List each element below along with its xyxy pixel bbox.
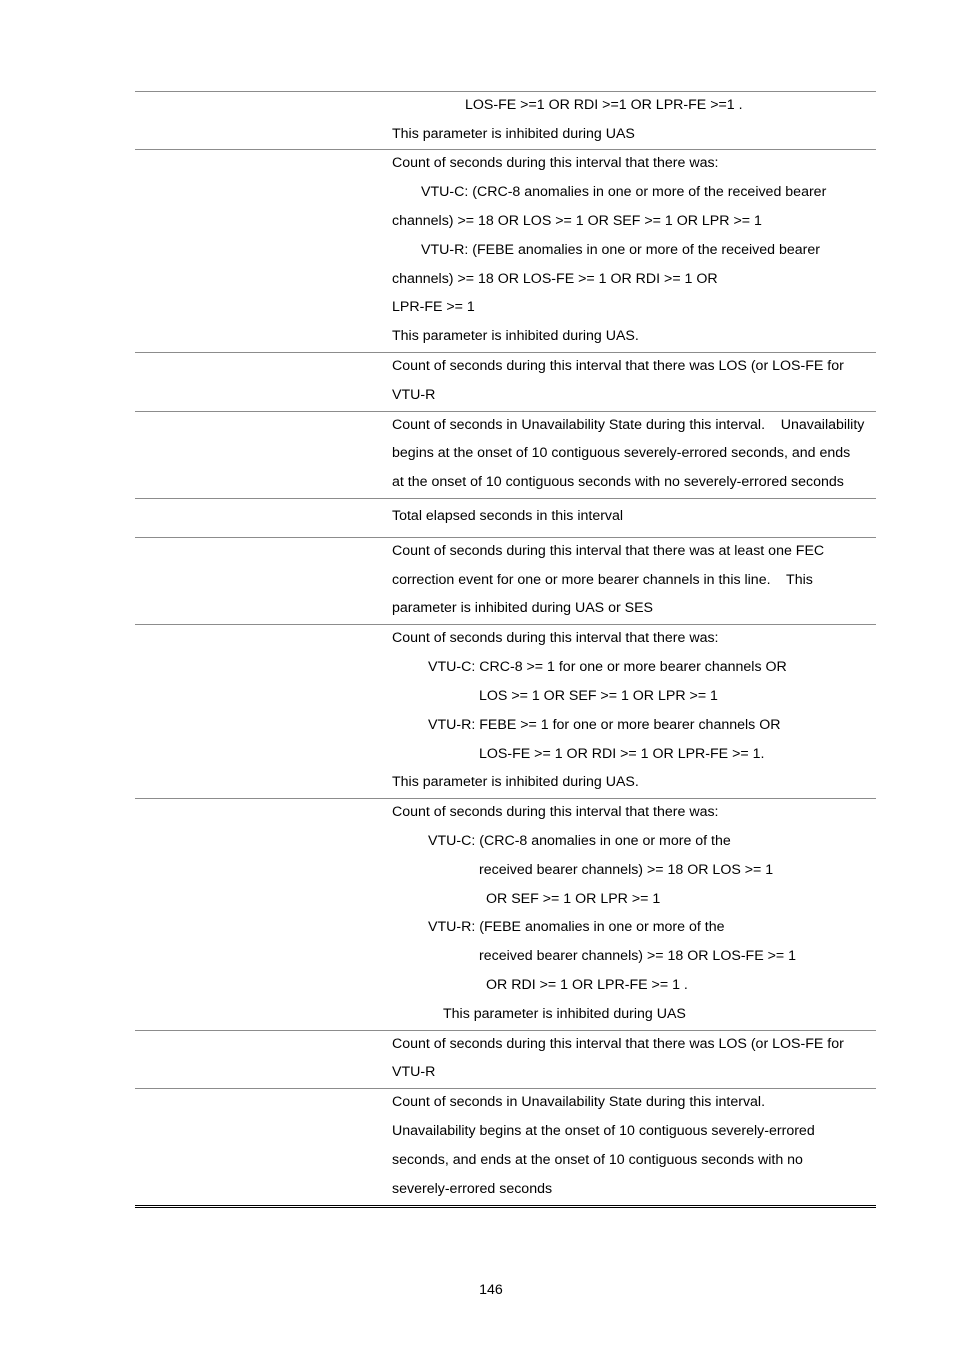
- description-line: received bearer channels) >= 18 OR LOS-FE >= 1: [479, 948, 797, 964]
- description-line: This parameter is inhibited during UAS: [443, 1006, 686, 1022]
- description-line: severely-errored seconds: [392, 1181, 553, 1197]
- description-line: Count of seconds during this interval that there was LOS (or LOS-FE for: [392, 358, 844, 374]
- row-divider: [135, 352, 876, 353]
- page-number: 146: [479, 1282, 503, 1298]
- description-line: VTU-R: (FEBE anomalies in one or more of the received bearer: [421, 242, 820, 258]
- description-line: This parameter is inhibited during UAS.: [392, 774, 639, 790]
- description-line: OR RDI >= 1 OR LPR-FE >= 1 .: [486, 977, 688, 993]
- description-line: Count of seconds during this interval that there was:: [392, 630, 719, 646]
- description-line: VTU-R: FEBE >= 1 for one or more bearer channels OR: [428, 717, 781, 733]
- table-bottom-border: [135, 1205, 876, 1211]
- row-divider: [135, 624, 876, 625]
- description-line: This parameter is inhibited during UAS.: [392, 328, 639, 344]
- description-line: Total elapsed seconds in this interval: [392, 508, 624, 524]
- description-line: VTU-C: CRC-8 >= 1 for one or more bearer channels OR: [428, 659, 787, 675]
- row-divider: [135, 798, 876, 799]
- description-line: correction event for one or more bearer channels in this line. This: [392, 572, 813, 588]
- description-line: VTU-R: [392, 1064, 436, 1080]
- row-divider: [135, 1088, 876, 1089]
- description-line: parameter is inhibited during UAS or SES: [392, 600, 654, 616]
- row-divider: [135, 149, 876, 150]
- description-line: begins at the onset of 10 contiguous severely-errored seconds, and ends: [392, 445, 851, 461]
- description-line: Count of seconds during this interval that there was:: [392, 804, 719, 820]
- description-line: received bearer channels) >= 18 OR LOS >= 1: [479, 862, 774, 878]
- description-line: Count of seconds in Unavailability State during this interval. Unavailability: [392, 417, 865, 433]
- description-line: LOS >= 1 OR SEF >= 1 OR LPR >= 1: [479, 688, 718, 704]
- description-line: OR SEF >= 1 OR LPR >= 1: [486, 891, 661, 907]
- row-divider: [135, 411, 876, 412]
- row-divider: [135, 1030, 876, 1031]
- description-line: This parameter is inhibited during UAS: [392, 126, 635, 142]
- row-divider: [135, 498, 876, 499]
- row-divider: [135, 537, 876, 538]
- description-line: VTU-C: (CRC-8 anomalies in one or more of the: [428, 833, 731, 849]
- description-line: VTU-R: (FEBE anomalies in one or more of the: [428, 919, 725, 935]
- description-line: at the onset of 10 contiguous seconds with no severely-errored seconds: [392, 474, 844, 490]
- description-line: Count of seconds during this interval that there was at least one FEC: [392, 543, 825, 559]
- row-divider: [135, 91, 876, 92]
- description-line: VTU-C: (CRC-8 anomalies in one or more of the received bearer: [421, 184, 827, 200]
- description-line: Count of seconds in Unavailability State during this interval.: [392, 1094, 766, 1110]
- description-line: LOS-FE >=1 OR RDI >=1 OR LPR-FE >=1 .: [465, 97, 743, 113]
- description-line: Unavailability begins at the onset of 10 contiguous severely-errored: [392, 1123, 815, 1139]
- description-line: channels) >= 18 OR LOS-FE >= 1 OR RDI >= 1 OR: [392, 271, 718, 287]
- description-line: LPR-FE >= 1: [392, 299, 475, 315]
- description-line: seconds, and ends at the onset of 10 contiguous seconds with no: [392, 1152, 803, 1168]
- description-line: VTU-R: [392, 387, 436, 403]
- description-line: Count of seconds during this interval that there was LOS (or LOS-FE for: [392, 1036, 844, 1052]
- description-line: Count of seconds during this interval that there was:: [392, 155, 719, 171]
- description-line: LOS-FE >= 1 OR RDI >= 1 OR LPR-FE >= 1.: [479, 746, 765, 762]
- description-line: channels) >= 18 OR LOS >= 1 OR SEF >= 1 OR LPR >= 1: [392, 213, 762, 229]
